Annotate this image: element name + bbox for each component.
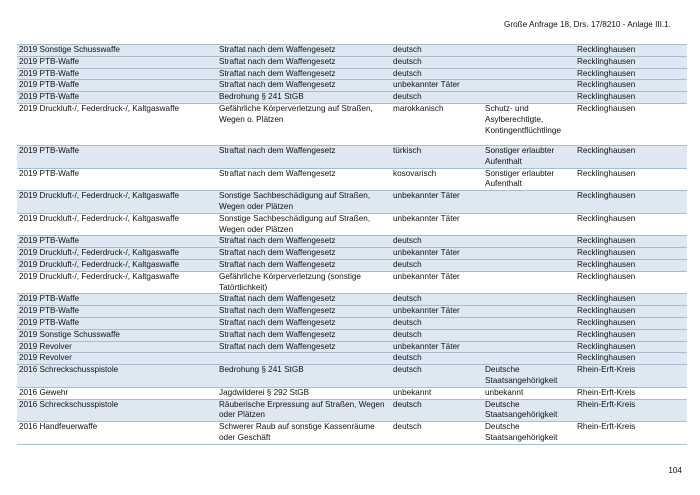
residence-status-cell: [483, 341, 575, 353]
residence-status-cell: [483, 271, 575, 294]
district-cell: Recklinghausen: [575, 45, 687, 57]
district-cell: Recklinghausen: [575, 103, 687, 145]
nationality-cell: unbekannter Täter: [391, 306, 483, 318]
year-weapon-cell: 2019 Revolver: [17, 353, 217, 365]
table-row: [17, 294, 687, 306]
offense-cell: Straftat nach dem Waffengesetz: [217, 168, 391, 191]
table-row: [17, 191, 687, 214]
table-row: [17, 168, 687, 191]
nationality-cell: deutsch: [391, 399, 483, 422]
offense-cell: Sonstige Sachbeschädigung auf Straßen, Wegen oder Plätzen: [217, 213, 391, 236]
offense-cell: Straftat nach dem Waffengesetz: [217, 248, 391, 260]
residence-status-cell: [483, 329, 575, 341]
residence-status-cell: Schutz- und Asylberechtigte, Kontingentflüchtlinge: [483, 103, 575, 145]
nationality-cell: unbekannter Täter: [391, 271, 483, 294]
residence-status-cell: [483, 294, 575, 306]
offense-cell: Sonstige Sachbeschädigung auf Straßen, Wegen oder Plätzen: [217, 191, 391, 214]
nationality-cell: deutsch: [391, 353, 483, 365]
table-row: [17, 248, 687, 260]
residence-status-cell: [483, 213, 575, 236]
table-row: [17, 68, 687, 80]
nationality-cell: deutsch: [391, 294, 483, 306]
offense-cell: Straftat nach dem Waffengesetz: [217, 45, 391, 57]
residence-status-cell: Sonstiger erlaubter Aufenthalt: [483, 168, 575, 191]
district-cell: Recklinghausen: [575, 80, 687, 92]
residence-status-cell: Deutsche Staatsangehörigkeit: [483, 422, 575, 445]
offense-cell: Straftat nach dem Waffengesetz: [217, 56, 391, 68]
year-weapon-cell: 2019 Druckluft-/, Federdruck-/, Kaltgaswaffe: [17, 271, 217, 294]
offense-cell: Straftat nach dem Waffengesetz: [217, 306, 391, 318]
district-cell: Recklinghausen: [575, 306, 687, 318]
district-cell: Rhein-Erft-Kreis: [575, 422, 687, 445]
year-weapon-cell: 2019 PTB-Waffe: [17, 80, 217, 92]
nationality-cell: deutsch: [391, 259, 483, 271]
residence-status-cell: [483, 92, 575, 104]
district-cell: Recklinghausen: [575, 236, 687, 248]
offense-cell: Schwerer Raub auf sonstige Kassenräume oder Geschäft: [217, 422, 391, 445]
table-row: [17, 103, 687, 145]
table-row: [17, 353, 687, 365]
nationality-cell: deutsch: [391, 45, 483, 57]
offense-cell: [217, 353, 391, 365]
nationality-cell: unbekannter Täter: [391, 191, 483, 214]
year-weapon-cell: 2019 PTB-Waffe: [17, 306, 217, 318]
residence-status-cell: [483, 56, 575, 68]
residence-status-cell: [483, 248, 575, 260]
nationality-cell: deutsch: [391, 68, 483, 80]
year-weapon-cell: 2019 PTB-Waffe: [17, 236, 217, 248]
year-weapon-cell: 2016 Schreckschusspistole: [17, 365, 217, 388]
residence-status-cell: Deutsche Staatsangehörigkeit: [483, 365, 575, 388]
district-cell: Recklinghausen: [575, 213, 687, 236]
table-row: [17, 145, 687, 168]
offense-cell: Straftat nach dem Waffengesetz: [217, 145, 391, 168]
district-cell: Recklinghausen: [575, 329, 687, 341]
nationality-cell: deutsch: [391, 317, 483, 329]
table-row: [17, 341, 687, 353]
offense-cell: Straftat nach dem Waffengesetz: [217, 317, 391, 329]
nationality-cell: unbekannter Täter: [391, 248, 483, 260]
nationality-cell: deutsch: [391, 329, 483, 341]
district-cell: Recklinghausen: [575, 317, 687, 329]
table-row: [17, 92, 687, 104]
district-cell: Rhein-Erft-Kreis: [575, 399, 687, 422]
nationality-cell: unbekannter Täter: [391, 80, 483, 92]
offense-cell: Straftat nach dem Waffengesetz: [217, 294, 391, 306]
year-weapon-cell: 2019 PTB-Waffe: [17, 168, 217, 191]
year-weapon-cell: 2019 PTB-Waffe: [17, 145, 217, 168]
district-cell: Recklinghausen: [575, 294, 687, 306]
district-cell: Recklinghausen: [575, 341, 687, 353]
residence-status-cell: [483, 191, 575, 214]
district-cell: Recklinghausen: [575, 92, 687, 104]
table-row: [17, 56, 687, 68]
page-header: Große Anfrage 18, Drs. 17/8210 - Anlage III.1.: [503, 20, 671, 29]
district-cell: Rhein-Erft-Kreis: [575, 365, 687, 388]
table-row: [17, 306, 687, 318]
nationality-cell: unbekannter Täter: [391, 341, 483, 353]
year-weapon-cell: 2019 Druckluft-/, Federdruck-/, Kaltgaswaffe: [17, 259, 217, 271]
district-cell: Recklinghausen: [575, 353, 687, 365]
page-number: 104: [668, 466, 682, 475]
year-weapon-cell: 2016 Gewehr: [17, 387, 217, 399]
year-weapon-cell: 2019 PTB-Waffe: [17, 56, 217, 68]
district-cell: Recklinghausen: [575, 145, 687, 168]
district-cell: Recklinghausen: [575, 259, 687, 271]
offense-cell: Straftat nach dem Waffengesetz: [217, 236, 391, 248]
table-row: [17, 422, 687, 445]
offense-cell: Straftat nach dem Waffengesetz: [217, 259, 391, 271]
offense-cell: Jagdwilderei § 292 StGB: [217, 387, 391, 399]
district-cell: Recklinghausen: [575, 68, 687, 80]
table-row: [17, 329, 687, 341]
year-weapon-cell: 2019 Sonstige Schusswaffe: [17, 45, 217, 57]
year-weapon-cell: 2016 Handfeuerwaffe: [17, 422, 217, 445]
residence-status-cell: [483, 317, 575, 329]
offense-cell: Gefährliche Körperverletzung auf Straßen, Wegen o. Plätzen: [217, 103, 391, 145]
table-row: [17, 365, 687, 388]
nationality-cell: deutsch: [391, 56, 483, 68]
offense-cell: Straftat nach dem Waffengesetz: [217, 329, 391, 341]
residence-status-cell: [483, 68, 575, 80]
year-weapon-cell: 2016 Schreckschusspistole: [17, 399, 217, 422]
residence-status-cell: Sonstiger erlaubter Aufenthalt: [483, 145, 575, 168]
year-weapon-cell: 2019 PTB-Waffe: [17, 294, 217, 306]
table-row: [17, 271, 687, 294]
district-cell: Recklinghausen: [575, 271, 687, 294]
offense-cell: Bedrohung § 241 StGB: [217, 92, 391, 104]
nationality-cell: marokkanisch: [391, 103, 483, 145]
table-row: [17, 317, 687, 329]
nationality-cell: kosovarisch: [391, 168, 483, 191]
offense-cell: Straftat nach dem Waffengesetz: [217, 341, 391, 353]
year-weapon-cell: 2019 Druckluft-/, Federdruck-/, Kaltgaswaffe: [17, 191, 217, 214]
offense-cell: Gefährliche Körperverletzung (sonstige Tatörtlichkeit): [217, 271, 391, 294]
nationality-cell: deutsch: [391, 92, 483, 104]
year-weapon-cell: 2019 Druckluft-/, Federdruck-/, Kaltgaswaffe: [17, 103, 217, 145]
offense-cell: Straftat nach dem Waffengesetz: [217, 68, 391, 80]
nationality-cell: deutsch: [391, 422, 483, 445]
residence-status-cell: Deutsche Staatsangehörigkeit: [483, 399, 575, 422]
offense-cell: Räuberische Erpressung auf Straßen, Wegen oder Plätzen: [217, 399, 391, 422]
year-weapon-cell: 2019 Druckluft-/, Federdruck-/, Kaltgaswaffe: [17, 213, 217, 236]
year-weapon-cell: 2019 PTB-Waffe: [17, 92, 217, 104]
district-cell: Rhein-Erft-Kreis: [575, 387, 687, 399]
residence-status-cell: [483, 80, 575, 92]
table-row: [17, 387, 687, 399]
year-weapon-cell: 2019 PTB-Waffe: [17, 317, 217, 329]
residence-status-cell: [483, 259, 575, 271]
residence-status-cell: [483, 45, 575, 57]
table-row: [17, 213, 687, 236]
offense-cell: Straftat nach dem Waffengesetz: [217, 80, 391, 92]
district-cell: Recklinghausen: [575, 168, 687, 191]
district-cell: Recklinghausen: [575, 56, 687, 68]
residence-status-cell: unbekannt: [483, 387, 575, 399]
table-body: [17, 45, 687, 445]
nationality-cell: deutsch: [391, 365, 483, 388]
year-weapon-cell: 2019 Druckluft-/, Federdruck-/, Kaltgaswaffe: [17, 248, 217, 260]
residence-status-cell: [483, 353, 575, 365]
residence-status-cell: [483, 306, 575, 318]
data-table: [17, 44, 687, 445]
nationality-cell: unbekannter Täter: [391, 213, 483, 236]
nationality-cell: deutsch: [391, 236, 483, 248]
table-row: [17, 259, 687, 271]
year-weapon-cell: 2019 Sonstige Schusswaffe: [17, 329, 217, 341]
district-cell: Recklinghausen: [575, 191, 687, 214]
residence-status-cell: [483, 236, 575, 248]
table-row: [17, 236, 687, 248]
nationality-cell: unbekannt: [391, 387, 483, 399]
year-weapon-cell: 2019 Revolver: [17, 341, 217, 353]
table-row: [17, 399, 687, 422]
table-row: [17, 45, 687, 57]
nationality-cell: türkisch: [391, 145, 483, 168]
year-weapon-cell: 2019 PTB-Waffe: [17, 68, 217, 80]
table-row: [17, 80, 687, 92]
district-cell: Recklinghausen: [575, 248, 687, 260]
offense-cell: Bedrohung § 241 StGB: [217, 365, 391, 388]
